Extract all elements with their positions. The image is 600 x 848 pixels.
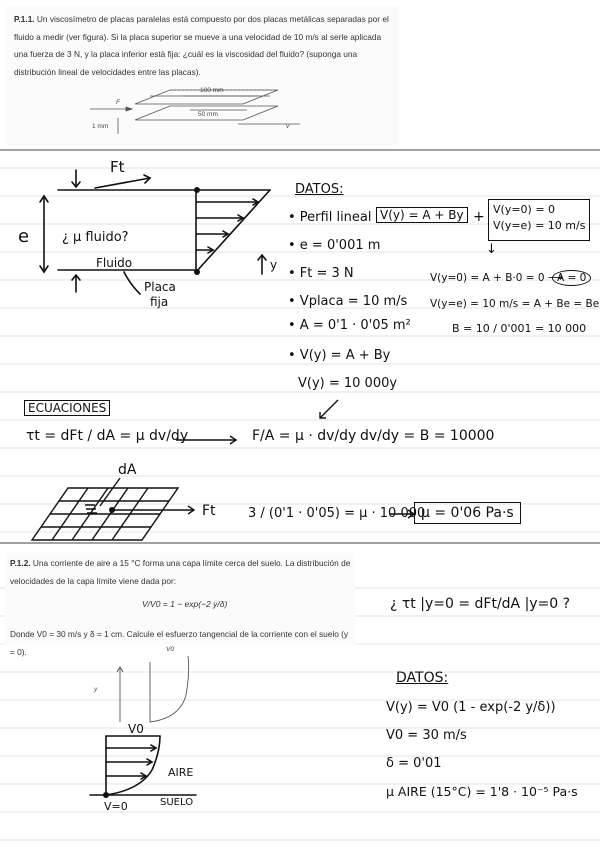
figure-force-label: F <box>116 99 120 106</box>
datos-1-item-3: • Ft = 3 N <box>288 266 354 281</box>
equation-4: 3 / (0'1 · 0'05) = μ · 10 000 <box>248 506 426 521</box>
figure-velocity-label: v <box>286 123 290 130</box>
figure-gap-label: 1 mm <box>92 123 109 130</box>
sketch-force-label: Ft <box>110 158 125 176</box>
problem-2-number: P.1.2. <box>10 558 31 568</box>
plus-sign: + <box>473 209 485 225</box>
problem-1-number: P.1.1. <box>14 14 35 24</box>
bc-2: V(y=e) = 10 m/s <box>493 219 586 232</box>
sketch-v-zero-label: V=0 <box>104 800 128 813</box>
equation-1: τt = dFt / dA = μ dv/dy <box>26 428 189 444</box>
area-label: dA <box>118 462 137 478</box>
derivation-arrow: ↓ <box>486 242 497 257</box>
datos-2-item-1: V(y) = V0 (1 - exp(-2 y/δ)) <box>386 700 556 715</box>
equation-3: dv/dy = B = 10000 <box>360 428 495 444</box>
figure-length-label: 100 mm <box>200 87 224 94</box>
derivation-2: V(y=e) = 10 m/s = A + Be = Be <box>430 298 600 310</box>
datos-1-item-5: • A = 0'1 · 0'05 m² <box>288 318 411 333</box>
sketch-ground-label: SUELO <box>160 797 194 808</box>
bc-1: V(y=0) = 0 <box>493 203 556 216</box>
ecuaciones-title: ECUACIONES <box>24 400 110 416</box>
datos-2-item-2: V0 = 30 m/s <box>386 728 467 743</box>
datos-1-item-7: V(y) = 10 000y <box>298 376 398 391</box>
force-label-grid: Ft <box>202 503 216 519</box>
sketch-thickness-label: e <box>18 226 30 247</box>
sketch-fluid-label: Fluido <box>96 256 133 270</box>
figure-y-label: y <box>94 686 98 693</box>
sketch-axis-label: y <box>270 258 278 272</box>
derivation-3: B = 10 / 0'001 = 10 000 <box>452 322 587 335</box>
problem-2-formula: V/V0 = 1 − exp(−2 y/δ) <box>142 599 228 609</box>
profile-box: V(y) = A + By <box>376 207 468 223</box>
problem-2-text: Una corriente de aire a 15 °C forma una capa límite cerca del suelo. La distribución de velocidades de la capa límite viene dada por: <box>10 558 351 586</box>
datos-1-title: DATOS: <box>295 182 344 197</box>
result-box: μ = 0'06 Pa·s <box>414 502 521 524</box>
datos-1-item-4: • Vplaca = 10 m/s <box>288 294 408 309</box>
datos-1-item-6: • V(y) = A + By <box>288 348 391 363</box>
sketch-fixed-plate-label-1: Placa <box>144 280 176 294</box>
sketch-v0-label: V0 <box>128 722 144 736</box>
datos-1-item-2: • e = 0'001 m <box>288 238 381 253</box>
sketch-fixed-plate-label-2: fija <box>150 295 169 309</box>
datos-2-item-3: δ = 0'01 <box>386 756 442 771</box>
problem-2-statement-2: Donde V0 = 30 m/s y δ = 1 cm. Calcule el esfuerzo tangencial de la corriente con el suelo (y = 0). <box>10 629 349 657</box>
datos-2-item-4: μ AIRE (15°C) = 1'8 · 10⁻⁵ Pa·s <box>386 784 578 799</box>
datos-1-item-1: • Perfil lineal <box>288 210 372 225</box>
figure-v0-label: V0 <box>166 646 174 653</box>
problem-1-text: Un viscosímetro de placas paralelas está compuesto por dos placas metálicas separadas por el fluido a medir (ver figura). Si la placa superior se mueve a una velocidad de 10 m/s al serle aplicada una fuerza de 3 N, y la placa inferior está fija: ¿cuál es la viscosidad del fluido? (suponga una distribución lineal de velocidades entre las placas). <box>14 14 389 77</box>
equation-2: F/A = μ · dv/dy <box>252 428 357 444</box>
sketch-viscosity-question: ¿ μ fluido? <box>62 230 129 245</box>
derivation-1-result: A = 0 <box>552 270 591 286</box>
sketch-air-label: AIRE <box>168 766 194 779</box>
figure-width-label: 50 mm <box>198 111 218 118</box>
datos-2-title: DATOS: <box>396 670 449 686</box>
derivation-1: V(y=0) = A + B·0 = 0 ⟶ <box>430 272 563 284</box>
stress-question: ¿ τt |y=0 = dFt/dA |y=0 ? <box>390 596 571 612</box>
